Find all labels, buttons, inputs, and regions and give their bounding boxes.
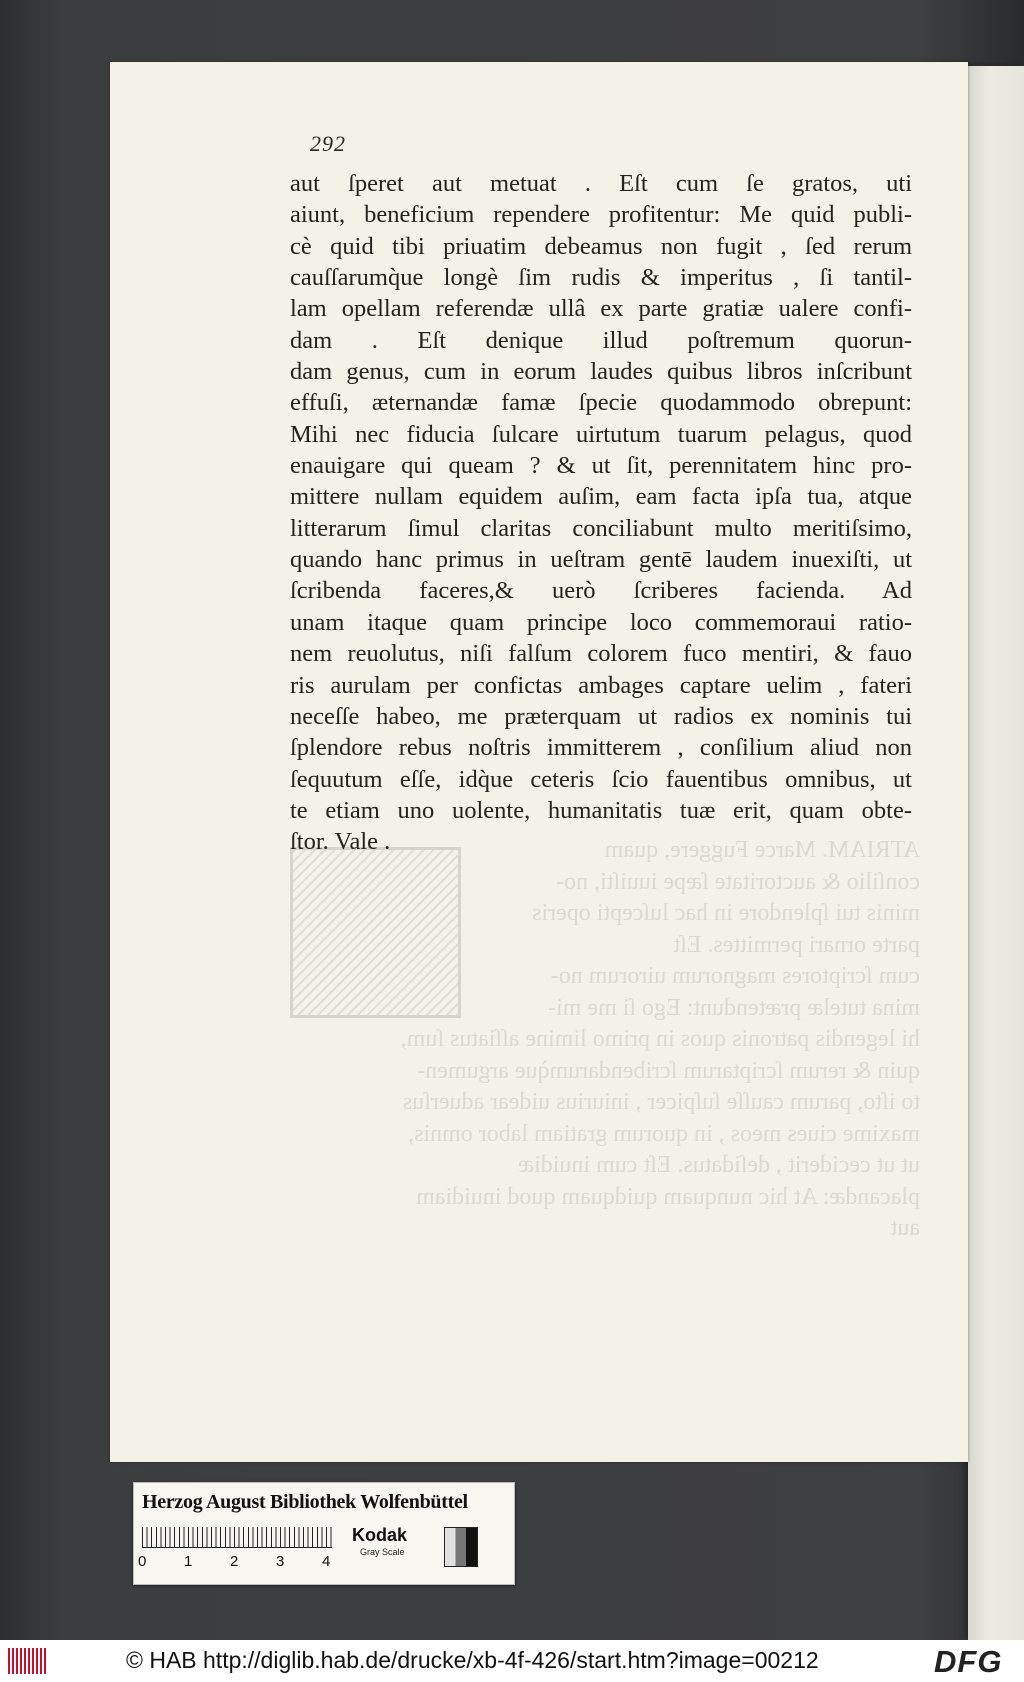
gray-scale-swatch bbox=[444, 1527, 478, 1567]
text-line: ſplendore rebus noſtris immitterem , conſilium aliud non bbox=[290, 734, 912, 762]
text-line: dam . Eſt denique illud poſtremum quorun- bbox=[290, 326, 912, 354]
kodak-logo: Kodak bbox=[352, 1525, 408, 1545]
text-line: ſequutum eſſe, idq̀ue ceteris ſcio fauentibus omnibus, ut bbox=[290, 765, 912, 793]
text-line: lam opellam referendæ ullâ ex parte gratiæ ualere confi- bbox=[290, 295, 912, 323]
text-line: aiunt, beneficium rependere profitentur: Me quid publi- bbox=[290, 201, 912, 229]
text-line: te etiam uno uolente, humanitatis tuæ erit, quam obte- bbox=[290, 796, 912, 824]
text-line: unam itaque quam principe loco commemoraui ratio- bbox=[290, 608, 912, 636]
ruler-number: 2 bbox=[230, 1553, 239, 1570]
library-name: Herzog August Bibliothek Wolfenbüttel bbox=[142, 1491, 468, 1513]
text-line: neceſſe habeo, me præterquam ut radios ex nominis tui bbox=[290, 702, 912, 730]
text-line: quando hanc primus in ueſtram gentē laudem inuexiſti, ut bbox=[290, 546, 912, 574]
text-line: mittere nullam equidem auſim, eam facta ipſa tua, atque bbox=[290, 483, 912, 511]
page-text-body bbox=[290, 168, 912, 858]
ruler-numbers bbox=[138, 1553, 368, 1570]
text-line: nem reuolutus, niſi falſum colorem fuco mentiri, & fauo bbox=[290, 640, 912, 668]
text-line: ris aurulam per confictas ambages captare uelim , fateri bbox=[290, 671, 912, 699]
ruler-number: 0 bbox=[138, 1553, 147, 1570]
text-line: enauigare qui queam ? & ut ſit, perennitatem hinc pro- bbox=[290, 452, 912, 480]
text-line: dam genus, cum in eorum laudes quibus libros inſcribunt bbox=[290, 358, 912, 386]
text-line: effuſi, æternandæ famæ ſpecie quodammodo obrepunt: bbox=[290, 389, 912, 417]
text-line: litterarum ſimul claritas conciliabunt multo meritiſsimo, bbox=[290, 514, 912, 542]
hab-barcode-icon bbox=[8, 1648, 46, 1674]
text-line: cè quid tibi priuatim debeamus non fugit , ſed rerum bbox=[290, 232, 912, 260]
footer-bar bbox=[0, 1640, 1024, 1682]
measurement-ruler bbox=[142, 1527, 332, 1548]
page-number: 292 bbox=[310, 131, 346, 156]
ruler-number: 3 bbox=[276, 1553, 285, 1570]
source-url[interactable]: © HAB http://diglib.hab.de/drucke/xb-4f-426/start.htm?image=00212 bbox=[126, 1647, 819, 1673]
ruler-number: 4 bbox=[322, 1553, 331, 1570]
text-line: Mihi nec fiducia ſulcare uirtutum tuarum pelagus, quod bbox=[290, 420, 912, 448]
text-line: aut ſperet aut metuat . Eſt cum ſe gratos, uti bbox=[290, 170, 912, 197]
gray-scale-label: Gray Scale bbox=[360, 1547, 405, 1557]
text-line: ſcribenda faceres,& uerò ſcriberes facienda. Ad bbox=[290, 577, 912, 605]
facing-page-edge bbox=[968, 66, 1024, 1640]
text-line: cauſſarumq̀ue longè ſim rudis & imperitus , ſi tantil- bbox=[290, 264, 912, 292]
ruler-number: 1 bbox=[184, 1553, 193, 1570]
text-line: ſtor. Vale . bbox=[290, 828, 391, 856]
dfg-logo: DFG bbox=[934, 1644, 1003, 1679]
archive-calibration-card bbox=[133, 1482, 515, 1585]
